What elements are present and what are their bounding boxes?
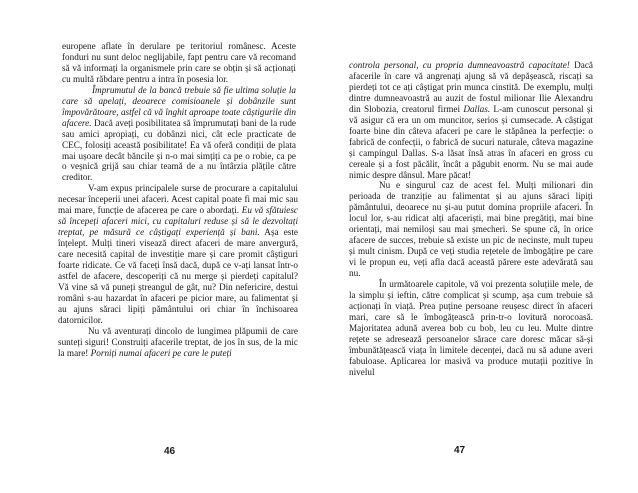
paragraph: [58, 41, 298, 85]
italic-text-run: Dallas.: [463, 103, 491, 114]
italic-text-run: Porniți numai afaceri pe care le puteți: [90, 347, 232, 358]
text-run: V-am expus principalele surse de procurare a capitalului necesar începerii unei afaceri. Acest capital poate fi mai mic sau mai mare, funcție de afacerea pe care o abordați.: [58, 183, 298, 216]
text-run: L-am cunoscut personal și vă asigur că era un om muncitor, serios și cumsecade. A câștigat foarte bine din câteva afaceri pe care le stăpânea la perfecție: o fabrică de confecții, o fabrică de sucuri naturale, câteva magazine și campingul Dallas. S-a lăsat însă atras în afaceri en gross cu cereale și a fost păcălit, încât a păgubit enorm. Nu se mai aude nimic despre dânsul. Mare păcat!: [349, 103, 593, 180]
paragraph: [349, 180, 593, 279]
paragraph: [58, 85, 298, 184]
paragraph: [58, 326, 298, 359]
right-page: [319, 0, 638, 493]
text-run: Dacă aveți posibilitatea să împrumutați bani de la rude sau amici apropiați, cu dobânzi nici, cât ecle practicate de CEC, folosiți această posibilitate! Ea vă oferă condiții de plata mai ușoare decât băncile și n-o mai simțiți ca pe o robie, ca pe o veșnică grijă sau chiar teamă de a nu întârzia plățile către creditor.: [62, 117, 296, 183]
italic-text-run: Împrumutul de la bancă trebuie să fie ultima soluție la care să apelați, deoarece comisioanele și dobânzile sunt împovărătoare, astfel că vă înghit aproape toate câștigurile din afacere.: [62, 84, 296, 128]
paragraph: [349, 60, 593, 180]
text-run: Așa este înțelept. Mulți tineri visează direct afaceri de mare anvergură, care necesită capital de investiție mare și care promit câștiguri foarte ridicate. Ce vă faceți însă dacă, după ce v-ați lansat într-o astfel de afacere, descoperiți că nu merge și pierdeți capitalul? Vă vine să vă puneți ștreangul de gât, nu? Din nefericire, destui români s-au hazardat în afaceri pe picior mare, au falimentat și au ajuns săraci lipiți pământului ori chiar în închisoarea datornicilor.: [58, 227, 298, 325]
text-run: În următoarele capitole, vă voi prezenta soluțiile mele, de la simplu și ieftin, către complicat și scump, așa cum trebuie să acționați în viață. Prea puține persoane reușesc direct în afaceri mari, care să le îmbogățească prin-tr-o lovitură norocoasă. Majoritatea adună averea bob cu bob, leu cu leu. Multe dintre rețete se adresează persoanelor sărace care doresc măcar să-și îmbunătățească viața în limitele decenței, dacă nu să adune averi fabuloase. Aplicarea lor masivă va produce mutații pozitive în nivelul: [349, 279, 593, 377]
left-page-text: [58, 41, 298, 359]
paragraph: [58, 183, 298, 325]
text-run: Dacă afacerile în care vă angrenați ajung să vă depășească, riscați sa pierdeți tot ce ați câștigat prin munca cinstită. De exemplu, mulți dintre dumneavoastră au auzit de fostul milionar Ilie Alexandru din Slobozia, creatorul firmei: [349, 60, 593, 114]
page-number: 46: [164, 446, 176, 457]
right-page-text: [349, 60, 593, 378]
text-run: europene aflate în derulare pe teritoriul românesc. Aceste fonduri nu sunt deloc neglijabile, fapt pentru care vă recomand să vă informați la organismele prin care se obțin și să acționați cu multă răbdare pentru a intra în posesia lor.: [62, 41, 296, 84]
paragraph: [349, 279, 593, 378]
text-run: Nu vă aventurați dincolo de lungimea plăpumii de care sunteți siguri! Construiți afacerile treptat, de jos în sus, de la mic la mare!: [58, 325, 298, 358]
page-number: 47: [454, 445, 466, 456]
italic-text-run: controla personal, cu propria dumneavoastră capacitate!: [349, 60, 570, 70]
italic-text-run: Eu vă sfătuiesc să începeți afaceri mici, cu capitaluri reduse și să le dezvoltați treptat, pe măsură ce câștigați experiență și bani.: [58, 205, 298, 238]
text-run: Nu e singurul caz de acest fel. Mulți milionari din perioada de tranziție au falimentat și au ajuns săraci lipiți pământului, deoarece nu și-au putut domina propriile afaceri. În locul lor, s-au ridicat alți afaceriști, mai bine pregătiți, mai bine orientați, mai nemiloși sau mai șmecheri. Se spune că, în orice afacere de succes, trebuie să existe un pic de necinste, mult tupeu și mult cinism. După ce veți studia rețetele de îmbogățire pe care vi le propun eu, veți afla dacă această părere este adevărată sau nu.: [349, 180, 593, 279]
